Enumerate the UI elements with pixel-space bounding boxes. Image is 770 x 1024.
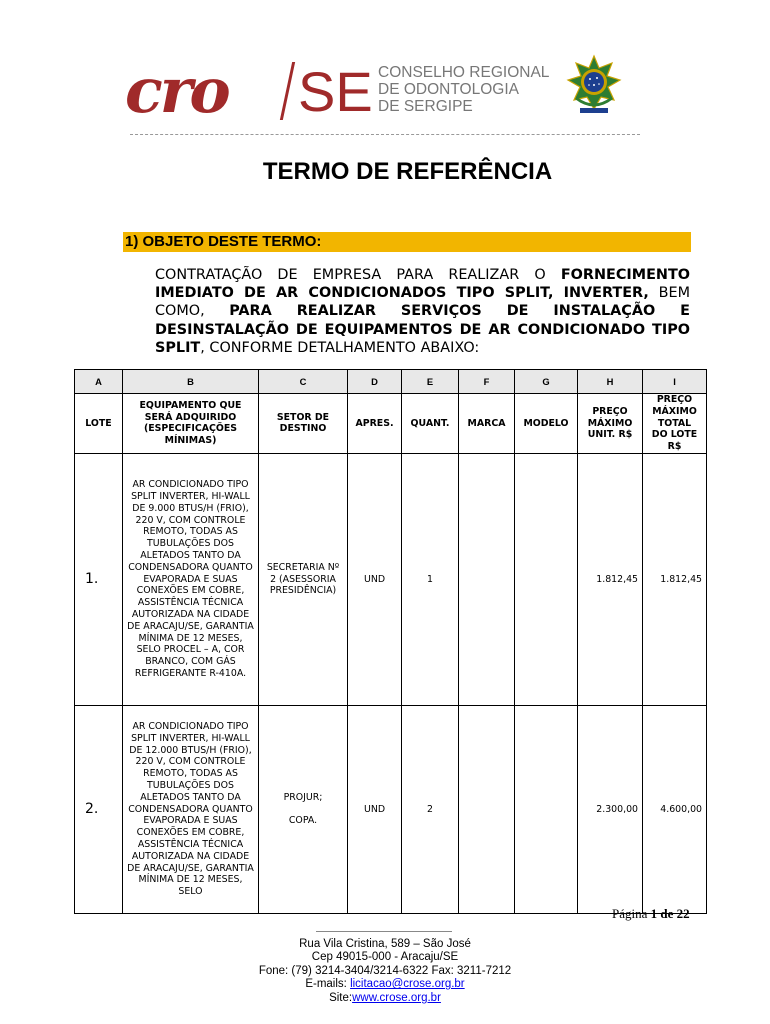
equipamento-cell: AR CONDICIONADO TIPO SPLIT INVERTER, HI-WALL DE 9.000 BTUS/H (FRIO), 220 V, COM CONTROLE REMOTO, TODAS AS TUBULAÇÕES DOS ALETADOS TANTO DA CONDENSADORA QUANTO EVAPORADA E SUAS CONEXÕES EM COBRE, ASSISTÊNCIA TÉCNICA AUTORIZADA NA CIDADE DE ARACAJU/SE, GARANTIA MÍNIMA DE 12 MESES, SELO PROCEL – A, COR BRANCO, COM GÁS REFRIGERANTE R-410A. (123, 453, 259, 705)
quant-cell: 2 (402, 705, 459, 913)
section-heading: 1) OBJETO DESTE TERMO: (123, 232, 691, 252)
equipamento-cell: AR CONDICIONADO TIPO SPLIT INVERTER, HI-WALL DE 12.000 BTUS/H (FRIO), 220 V, COM CONTROLE REMOTO, TODAS AS TUBULAÇÕES DOS ALETADOS TANTO DA CONDENSADORA QUANTO EVAPORADA E SUAS CONEXÕES EM COBRE, ASSISTÊNCIA TÉCNICA AUTORIZADA NA CIDADE DE ARACAJU/SE, GARANTIA MÍNIMA DE 12 MESES, SELO (123, 705, 259, 913)
lote-cell: 2. (75, 705, 123, 913)
column-letter: B (123, 370, 259, 394)
document-title: TERMO DE REFERÊNCIA (262, 158, 553, 185)
cro-logo: cro (125, 54, 228, 127)
intro-text: , CONFORME DETALHAMENTO ABAIXO: (200, 339, 480, 356)
header-equipamento: EQUIPAMENTO QUE SERÁ ADQUIRIDO (ESPECIFICAÇÕES MÍNIMAS) (123, 394, 259, 454)
column-letter: A (75, 370, 123, 394)
intro-bold-text: FORNECIMENTO IMEDIATO DE AR CONDICIONADOS TIPO SPLIT, INVERTER, (155, 267, 690, 302)
footer-phone: Fone: (79) 3214-3404/3214-6322 Fax: 3211-7212 (258, 964, 512, 977)
page-current: 1 (650, 906, 658, 921)
site-link[interactable]: www.crose.org.br (352, 991, 441, 1004)
footer-address: Rua Vila Cristina, 589 – São José (299, 938, 471, 950)
column-letter: I (643, 370, 707, 394)
preco-total-cell: 4.600,00 (643, 705, 707, 913)
preco-unit-cell: 2.300,00 (578, 705, 643, 913)
setor-line: PROJUR; (283, 791, 323, 803)
column-letter: C (259, 370, 348, 394)
org-name-line: DE SERGIPE (378, 98, 473, 115)
intro-bold-text: PARA REALIZAR SERVIÇOS DE INSTALAÇÃO E DESINSTALAÇÃO DE EQUIPAMENTOS DE AR CONDICIONADO TIPO SPLIT (155, 303, 690, 356)
org-name (378, 64, 549, 115)
header-marca: MARCA (459, 394, 515, 454)
logo-divider (280, 62, 295, 120)
page-total: 22 (676, 906, 690, 921)
header-apres: APRES. (348, 394, 402, 454)
column-letter: H (578, 370, 643, 394)
footer-cep: Cep 49015-000 - Aracaju/SE (311, 951, 459, 964)
org-name-line: DE ODONTOLOGIA (378, 81, 519, 98)
apres-cell: UND (348, 705, 402, 913)
footer-site (0, 992, 770, 1005)
page-of: de (660, 906, 674, 921)
se-logo: SE (298, 60, 373, 123)
object-description (155, 266, 690, 357)
table-row (75, 453, 707, 705)
setor-line: COPA. (288, 815, 318, 827)
lote-cell: 1. (75, 453, 123, 705)
marca-cell (459, 453, 515, 705)
column-letters-row (75, 370, 707, 394)
header-setor: SETOR DE DESTINO (259, 394, 348, 454)
footer-emails-label: E-mails: (305, 978, 351, 991)
quant-cell: 1 (402, 453, 459, 705)
page-footer (0, 938, 770, 1005)
email-link[interactable]: licitacao@crose.org.br (350, 978, 465, 991)
page-number (612, 906, 690, 922)
modelo-cell (515, 453, 578, 705)
header-divider (130, 134, 640, 135)
header-preco-unit: PREÇO MÁXIMO UNIT. R$ (578, 394, 643, 454)
marca-cell (459, 705, 515, 913)
modelo-cell (515, 705, 578, 913)
items-table (74, 369, 707, 914)
column-letter: F (459, 370, 515, 394)
preco-total-cell: 1.812,45 (643, 453, 707, 705)
header-lote: LOTE (75, 394, 123, 454)
footer-emails (0, 978, 770, 991)
page-label: Página (612, 906, 648, 921)
setor-cell: SECRETARIA Nº 2 (ASESSORIA PRESIDÊNCIA) (259, 453, 348, 705)
table-row (75, 705, 707, 913)
page-header (0, 0, 770, 150)
table-header-row (75, 394, 707, 454)
header-quant: QUANT. (402, 394, 459, 454)
column-letter: G (515, 370, 578, 394)
brazil-coat-of-arms-icon (566, 54, 622, 120)
header-modelo: MODELO (515, 394, 578, 454)
column-letter: D (348, 370, 402, 394)
footer-divider (316, 931, 452, 932)
preco-unit-cell: 1.812,45 (578, 453, 643, 705)
column-letter: E (402, 370, 459, 394)
header-preco-total: PREÇO MÁXIMO TOTAL DO LOTE R$ (643, 394, 707, 454)
intro-text: BEM COMO, (155, 285, 690, 320)
org-name-line: CONSELHO REGIONAL (378, 64, 550, 81)
apres-cell: UND (348, 453, 402, 705)
footer-site-label: Site: (329, 991, 353, 1004)
setor-cell (259, 705, 348, 913)
intro-text: CONTRATAÇÃO DE EMPRESA PARA REALIZAR O (155, 267, 561, 283)
